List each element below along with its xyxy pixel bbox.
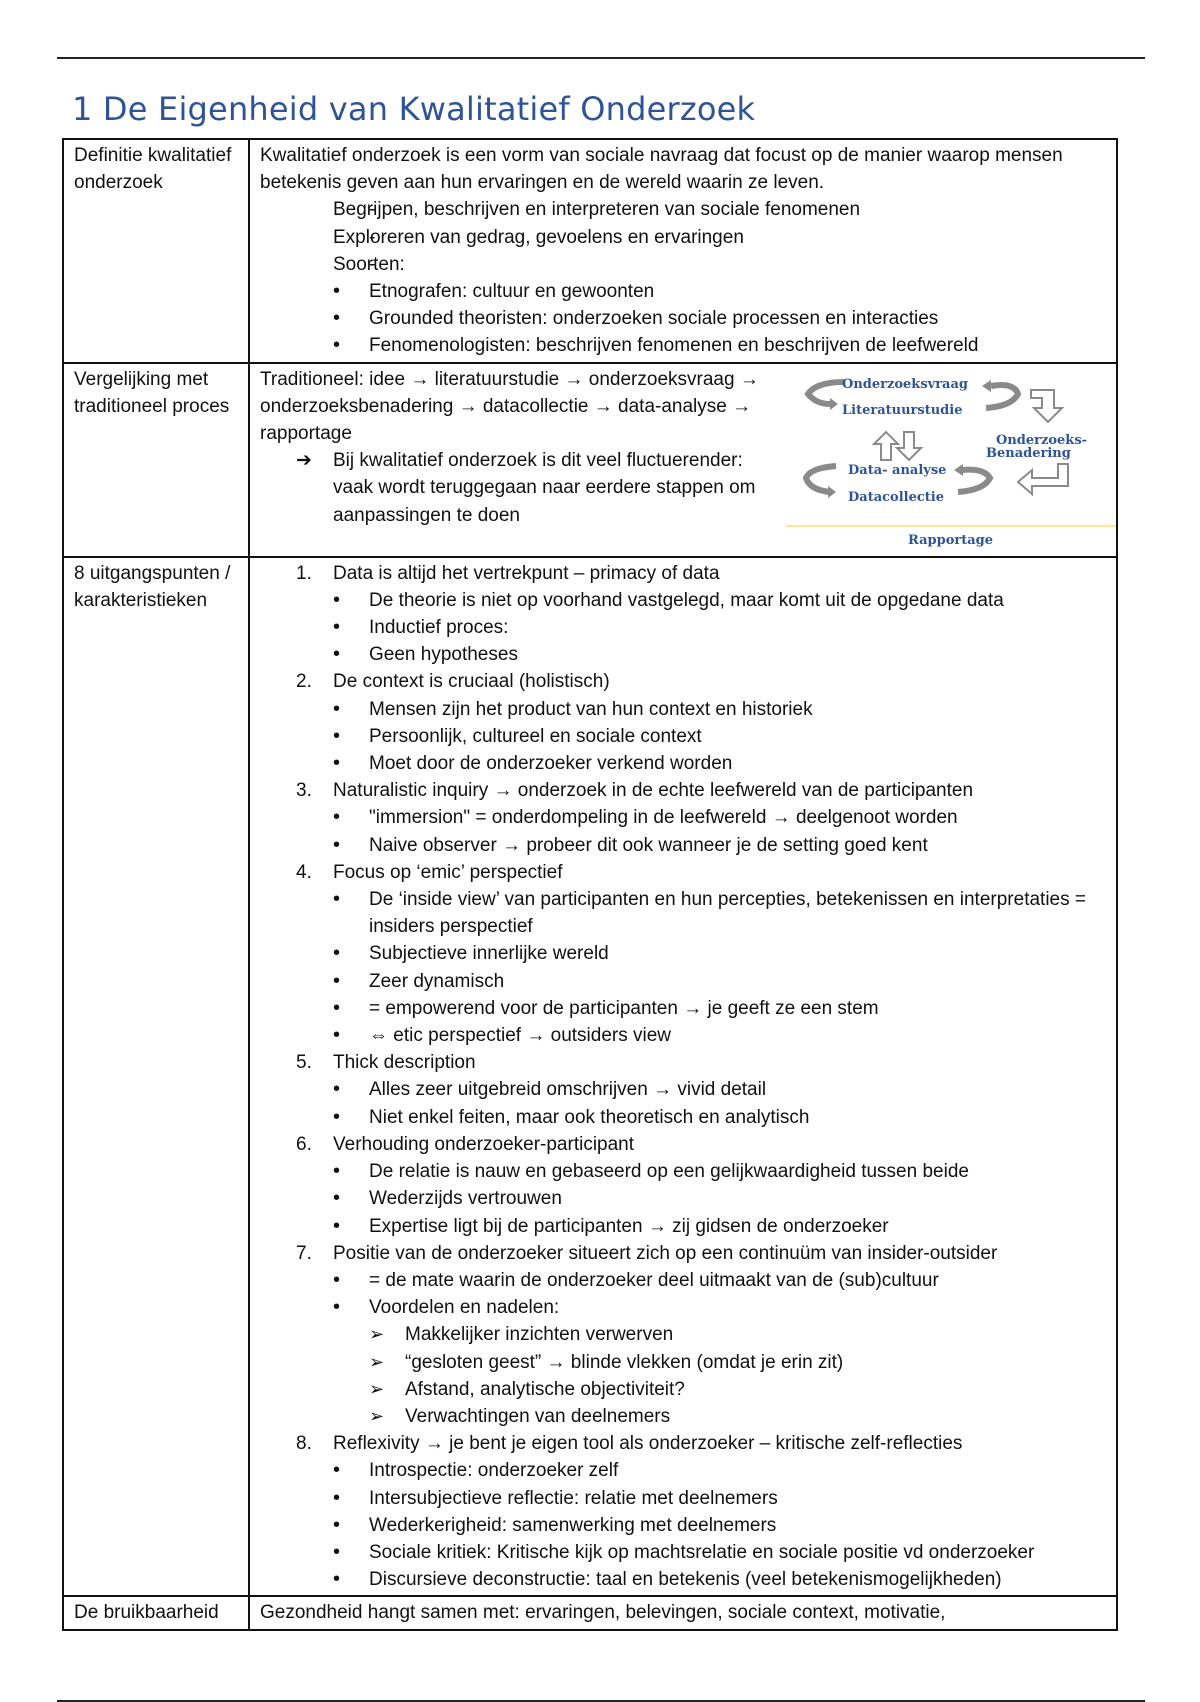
list-item bbox=[296, 560, 1106, 669]
list-item: • Niet enkel feiten, maar ook theoretisch en analytisch bbox=[369, 1104, 1106, 1131]
list-item: • Naive observer → probeer dit ook wanneer je de setting goed kent bbox=[369, 832, 1106, 859]
arrow-icon: ➔ bbox=[296, 450, 312, 472]
item-number: 4. bbox=[296, 861, 312, 883]
voordelen-label: Voordelen en nadelen: bbox=[369, 1297, 560, 1319]
content-vergelijking bbox=[249, 363, 1117, 557]
list-item: • Geen hypotheses bbox=[369, 641, 1106, 668]
list-item: ➢ Verwachtingen van deelnemers bbox=[405, 1403, 1106, 1430]
sub-list bbox=[333, 1267, 1106, 1430]
list-item: • Wederzijds vertrouwen bbox=[369, 1185, 1106, 1212]
soorten-label: Soorten: bbox=[333, 253, 405, 275]
content-bruikbaarheid: Gezondheid hangt samen met: ervaringen, belevingen, sociale context, motivatie, bbox=[249, 1596, 1117, 1629]
item-number: 2. bbox=[296, 671, 312, 693]
content-uitgangspunten bbox=[249, 557, 1117, 1597]
item-number: 1. bbox=[296, 562, 312, 584]
list-item: • Subjectieve innerlijke wereld bbox=[369, 940, 1106, 967]
list-item: • Persoonlijk, cultureel en sociale context bbox=[369, 723, 1106, 750]
list-item: • ⇔ etic perspectief → outsiders view bbox=[369, 1022, 1106, 1049]
list-item: • Discursieve deconstructie: taal en betekenis (veel betekenismogelijkheden) bbox=[369, 1566, 1106, 1593]
list-item: ➢ Makkelijker inzichten verwerven bbox=[405, 1321, 1106, 1348]
item-title: Naturalistic inquiry → onderzoek in de echte leefwereld van de participanten bbox=[333, 780, 974, 802]
vergelijking-block bbox=[260, 366, 1106, 554]
list-item: • Intersubjectieve reflectie: relatie met deelnemers bbox=[369, 1485, 1106, 1512]
row-definitie bbox=[63, 139, 1117, 363]
diagram-label-benadering-2: Benadering bbox=[986, 445, 1071, 461]
definitie-dash-list bbox=[260, 196, 1106, 359]
diagram-label-rapportage: Rapportage bbox=[908, 532, 994, 548]
list-item: • Sociale kritiek: Kritische kijk op machtsrelatie en sociale positie vd onderzoeker bbox=[369, 1539, 1106, 1566]
list-item: • "immersion" = onderdompeling in de leefwereld → deelgenoot worden bbox=[369, 804, 1106, 831]
vergelijking-text-block bbox=[260, 366, 760, 529]
item-title: Verhouding onderzoeker-participant bbox=[333, 1133, 635, 1155]
diagram-label-onderzoeksvraag: Onderzoeksvraag bbox=[842, 376, 968, 392]
item-number: 8. bbox=[296, 1433, 312, 1455]
header-rule bbox=[57, 57, 1145, 59]
diagram-label-literatuurstudie: Literatuurstudie bbox=[842, 402, 963, 418]
list-item: - Begrijpen, beschrijven en interpreteren van sociale fenomenen bbox=[333, 196, 1106, 223]
list-item bbox=[296, 777, 1106, 859]
item-number: 7. bbox=[296, 1242, 312, 1264]
row-vergelijking bbox=[63, 363, 1117, 557]
definitie-text: Kwalitatief onderzoek is een vorm van sociale navraag dat focust op de manier waarop mensen betekenis geven aan hun ervaringen en de wereld waarin ze leven. bbox=[260, 145, 1063, 194]
item-title: Reflexivity → je bent je eigen tool als onderzoeker – kritische zelf-reflecties bbox=[333, 1433, 963, 1455]
label-vergelijking: Vergelijking met traditioneel proces bbox=[63, 363, 249, 557]
item-number: 6. bbox=[296, 1133, 312, 1155]
soorten-list bbox=[333, 278, 1106, 360]
list-item bbox=[296, 1131, 1106, 1240]
row-uitgangspunten bbox=[63, 557, 1117, 1597]
list-item: • Alles zeer uitgebreid omschrijven → vivid detail bbox=[369, 1076, 1106, 1103]
list-item bbox=[296, 859, 1106, 1049]
list-item bbox=[296, 1430, 1106, 1593]
list-item: • Moet door de onderzoeker verkend worden bbox=[369, 750, 1106, 777]
label-uitgangspunten: 8 uitgangspunten / karakteristieken bbox=[63, 557, 249, 1597]
sub-list bbox=[333, 1457, 1106, 1593]
item-title: Focus op ‘emic’ perspectief bbox=[333, 861, 563, 883]
diagram-label-data-analyse: Data- analyse bbox=[848, 462, 947, 478]
list-item: • Mensen zijn het product van hun context en historiek bbox=[369, 696, 1106, 723]
list-item: • Introspectie: onderzoeker zelf bbox=[369, 1457, 1106, 1484]
item-title: De context is cruciaal (holistisch) bbox=[333, 671, 610, 693]
list-item: • Etnografen: cultuur en gewoonten bbox=[369, 278, 1106, 305]
label-definitie: Definitie kwalitatief onderzoek bbox=[63, 139, 249, 363]
section-heading: 1 De Eigenheid van Kwalitatief Onderzoek bbox=[72, 90, 756, 128]
sub-list bbox=[333, 1158, 1106, 1240]
item-title: Positie van de onderzoeker situeert zich op een continuüm van insider-outsider bbox=[333, 1242, 998, 1264]
item-title: Thick description bbox=[333, 1052, 476, 1074]
item-number: 3. bbox=[296, 780, 312, 802]
label-bruikbaarheid: De bruikbaarheid bbox=[63, 1596, 249, 1629]
list-item: • De relatie is nauw en gebaseerd op een gelijkwaardigheid tussen beide bbox=[369, 1158, 1106, 1185]
list-item: - Exploreren van gedrag, gevoelens en ervaringen bbox=[333, 224, 1106, 251]
diagram-label-datacollectie: Datacollectie bbox=[848, 489, 944, 505]
content-definitie bbox=[249, 139, 1117, 363]
item-number: 5. bbox=[296, 1052, 312, 1074]
sub-list bbox=[333, 696, 1106, 778]
list-item: • Grounded theoristen: onderzoeken sociale processen en interacties bbox=[369, 305, 1106, 332]
list-item bbox=[333, 251, 1106, 360]
kwalitatief-note-text: Bij kwalitatief onderzoek is dit veel fluctuerender: vaak wordt teruggegaan naar eerdere stappen om aanpassingen te doen bbox=[333, 450, 756, 526]
list-item: • Expertise ligt bij de participanten → zij gidsen de onderzoeker bbox=[369, 1213, 1106, 1240]
list-item: • Zeer dynamisch bbox=[369, 968, 1106, 995]
uitgangspunten-list bbox=[260, 560, 1106, 1594]
arrow-sub-list bbox=[369, 1321, 1106, 1430]
list-item bbox=[296, 668, 1106, 777]
sub-list bbox=[333, 1076, 1106, 1130]
list-item: • Inductief proces: bbox=[369, 614, 1106, 641]
row-bruikbaarheid bbox=[63, 1596, 1117, 1629]
sub-list bbox=[333, 804, 1106, 858]
list-item: • = empowerend voor de participanten → je geeft ze een stem bbox=[369, 995, 1106, 1022]
list-item: ➢ “gesloten geest” → blinde vlekken (omdat je erin zit) bbox=[405, 1349, 1106, 1376]
kwalitatief-note bbox=[260, 447, 760, 529]
list-item: ➢ Afstand, analytische objectiviteit? bbox=[405, 1376, 1106, 1403]
list-item: • Fenomenologisten: beschrijven fenomenen en beschrijven de leefwereld bbox=[369, 332, 1106, 359]
list-item bbox=[296, 1049, 1106, 1131]
list-item bbox=[369, 1294, 1106, 1430]
diagram-label-benadering-1: Onderzoeks- bbox=[996, 432, 1088, 448]
research-cycle-diagram bbox=[786, 368, 1116, 550]
summary-table bbox=[62, 138, 1118, 1631]
list-item bbox=[296, 1240, 1106, 1430]
sub-list bbox=[333, 886, 1106, 1049]
list-item: • De ‘inside view’ van participanten en hun percepties, betekenissen en interpretaties = insiders perspectief bbox=[369, 886, 1106, 940]
sub-list bbox=[333, 587, 1106, 669]
traditioneel-text: Traditioneel: idee → literatuurstudie → onderzoeksvraag → onderzoeksbenadering → datacollectie → data-analyse → rapportage bbox=[260, 368, 759, 445]
list-item: • = de mate waarin de onderzoeker deel uitmaakt van de (sub)cultuur bbox=[369, 1267, 1106, 1294]
item-title: Data is altijd het vertrekpunt – primacy of data bbox=[333, 562, 720, 584]
list-item: • De theorie is niet op voorhand vastgelegd, maar komt uit de opgedane data bbox=[369, 587, 1106, 614]
list-item: • Wederkerigheid: samenwerking met deelnemers bbox=[369, 1512, 1106, 1539]
